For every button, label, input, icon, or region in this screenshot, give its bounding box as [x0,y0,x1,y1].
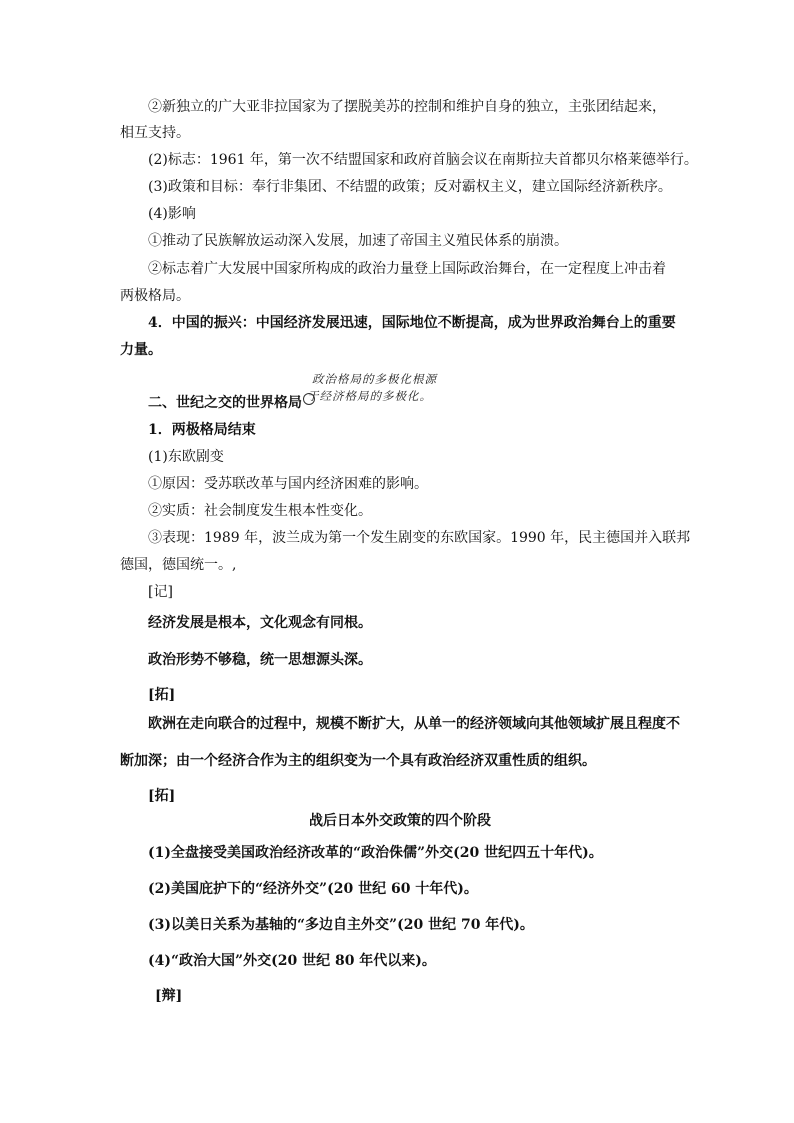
mnemonic-line: 政治形势不够稳，统一思想源头深。 [148,652,372,668]
paragraph-line: (2)标志：1961 年，第一次不结盟国家和政府首脑会议在南斯拉夫首都贝尔格莱德举行。 [148,152,698,168]
paragraph-line: 力量。 [120,342,162,358]
paragraph-line: ②新独立的广大亚非拉国家为了摆脱美苏的控制和维护自身的独立，主张团结起来， [148,99,666,115]
paragraph-line: 欧洲在走向联合的过程中，规模不断扩大，从单一的经济领域向其他领域扩展且程度不 [148,716,680,732]
paragraph-line: 相互支持。 [120,125,190,141]
paragraph-line: 断加深；由一个经济合作为主的组织变为一个具有政治经济双重性质的组织。 [120,753,596,769]
paragraph-line: ③表现：1989 年，波兰成为第一个发生剧变的东欧国家。1990 年，民主德国并入联邦 [148,530,691,546]
list-item: (3)以美日关系为基轴的“多边自主外交”(20 世纪 70 年代)。 [148,917,534,933]
paragraph-line: 4．中国的振兴：中国经济发展迅速，国际地位不断提高，成为世界政治舞台上的重要 [148,315,676,331]
handwritten-annotation: 政治格局的多极化根源 [312,372,437,386]
list-item: (2)美国庇护下的“经济外交”(20 世纪 60 十年代)。 [148,881,478,897]
paragraph-line: ②标志着广大发展中国家所构成的政治力量登上国际政治舞台，在一定程度上冲击着 [148,261,666,277]
paragraph-line: (3)政策和目标：奉行非集团、不结盟的政策；反对霸权主义，建立国际经济新秩序。 [148,179,672,195]
box-title: 战后日本外交政策的四个阶段 [309,813,491,829]
tag-label: [辩] [155,988,183,1004]
paragraph-line: (4)影响 [148,206,196,222]
paragraph-line: 德国，德国统一。, [120,557,237,573]
list-item: (1)全盘接受美国政治经济改革的“政治侏儒”外交(20 世纪四五十年代)。 [148,845,603,861]
paragraph-line: ①推动了民族解放运动深入发展，加速了帝国主义殖民体系的崩溃。 [148,233,568,249]
tag-label: [记] [148,584,173,600]
paragraph-line: ②实质：社会制度发生根本性变化。 [148,503,372,519]
tag-label: [拓] [148,788,176,804]
mnemonic-line: 经济发展是根本，文化观念有同根。 [148,615,372,631]
paragraph-line: 两极格局。 [120,288,190,304]
paragraph-line: ①原因：受苏联改革与国内经济困难的影响。 [148,476,428,492]
paragraph-line: (1)东欧剧变 [148,449,224,465]
subsection-heading: 1．两极格局结束 [148,422,256,438]
handwritten-annotation: 于经济格局的多极化。 [307,389,432,403]
section-heading-text: 二、世纪之交的世界格局 [148,395,302,411]
tag-label: [拓] [148,687,176,703]
list-item: (4)“政治大国”外交(20 世纪 80 年代以来)。 [148,953,436,969]
